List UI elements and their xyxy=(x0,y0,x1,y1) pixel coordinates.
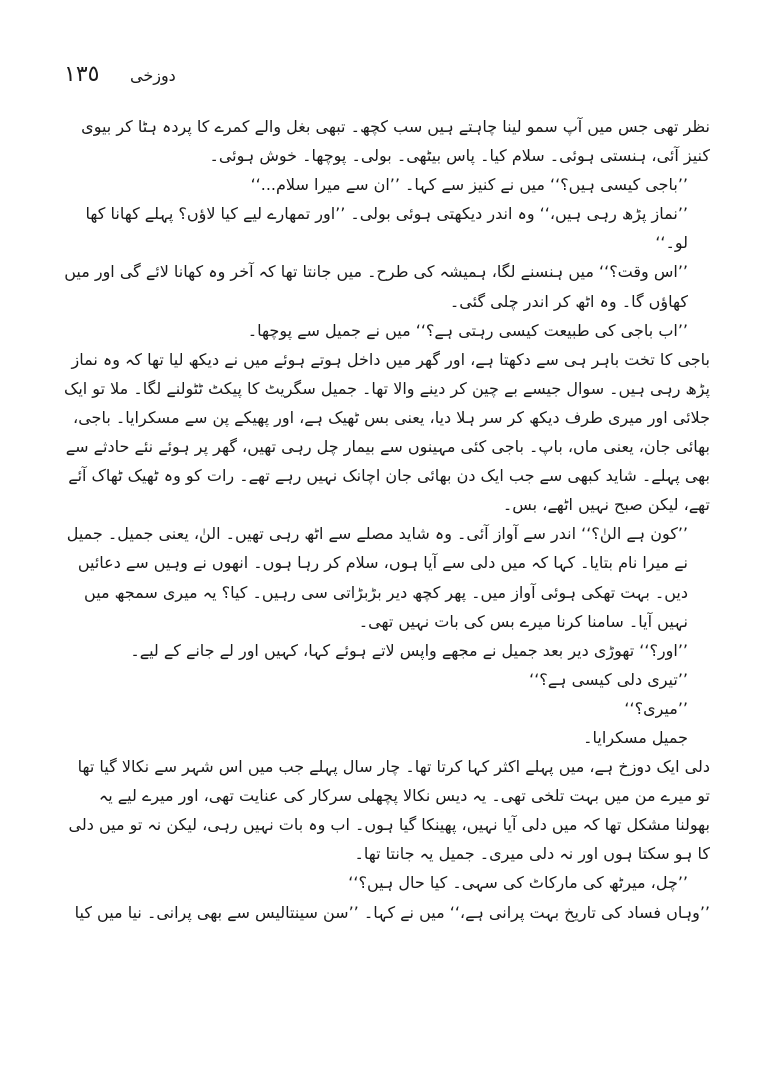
body-text xyxy=(60,112,710,927)
paragraph: ’’میری؟‘‘ xyxy=(624,698,688,718)
paragraph: نظر تھی جس میں آپ سمو لینا چاہتے ہیں سب کچھ۔ تبھی بغل والے کمرے کا پردہ ہٹا کر بیوی کنیز آئی، ہنستی ہوئی۔ سلام کیا۔ پاس بیٹھی۔ بولی۔ پوچھا۔ خوش ہوئی۔ xyxy=(81,117,710,166)
paragraph: ’’نماز پڑھ رہی ہیں،‘‘ وہ اندر دیکھتی ہوئی بولی۔ ’’اور تمھارے لیے کیا لاؤں؟ پہلے کھانا کھا لو۔‘‘ xyxy=(85,204,688,253)
paragraph: ’’وہاں فساد کی تاریخ بہت پرانی ہے،‘‘ میں نے کہا۔ ’’سن سینتالیس سے بھی پرانی۔ نیا میں کیا xyxy=(74,902,710,922)
paragraph: باجی کا تخت باہر ہی سے دکھتا ہے، اور گھر میں داخل ہوتے ہوئے میں نے دیکھ لیا تھا کہ وہ نماز پڑھ رہی ہیں۔ سوال جیسے بے چین کر دینے والا تھا۔ جمیل سگریٹ کا پیکٹ ٹٹولنے لگا۔ ملا تو ایک جلائی اور میری طرف دیکھ کر سر ہلا دیا، یعنی بس ٹھیک ہے، اور پھیکے پن سے مسکرایا۔ باجی، بھائی جان، یعنی ماں، باپ۔ باجی کئی مہینوں سے بیمار چل رہی تھیں، گھر پر ہوئے نئے حادثے سے بھی پہلے۔ شاید کبھی سے جب ایک دن بھائی جان اچانک نہیں رہے تھے۔ رات کو وہ ٹھیک ٹھاک آئے تھے، لیکن صبح نہیں اٹھے، بس۔ xyxy=(64,349,710,515)
paragraph: ’’اب باجی کی طبیعت کیسی رہتی ہے؟‘‘ میں نے جمیل سے پوچھا۔ xyxy=(247,320,688,340)
paragraph: ’’اور؟‘‘ تھوڑی دیر بعد جمیل نے مجھے واپس لاتے ہوئے کہا، کہیں اور لے جانے کے لیے۔ xyxy=(130,640,688,660)
paragraph: ’’چل، میرٹھ کی مارکاٹ کی سہی۔ کیا حال ہیں؟‘‘ xyxy=(348,873,688,893)
running-title: دوزخی xyxy=(130,66,176,85)
paragraph: ’’کون ہے النٰ؟‘‘ اندر سے آواز آئی۔ وہ شاید مصلے سے اٹھ رہی تھیں۔ النٰ، یعنی جمیل۔ جمیل نے میرا نام بتایا۔ کہا کہ میں دلی سے آیا ہوں، سلام کر رہا ہوں۔ انھوں نے وہیں سے دعائیں دیں۔ بہت تھکی ہوئی آواز میں۔ پھر کچھ دیر بڑبڑاتی سی رہیں۔ کیا؟ یہ میری سمجھ میں نہیں آیا۔ سامنا کرنا میرے بس کی بات نہیں تھی۔ xyxy=(66,524,688,631)
paragraph: دلی ایک دوزخ ہے، میں پہلے اکثر کہا کرتا تھا۔ چار سال پہلے جب میں اس شہر سے نکالا گیا تھا تو میرے من میں بہت تلخی تھی۔ یہ دیس نکالا پچھلی سرکار کی عنایت تھی، اور میرے لیے یہ بھولنا مشکل تھا کہ میں دلی آیا نہیں، پھینکا گیا ہوں۔ اب وہ بات نہیں رہی، لیکن نہ تو میں دلی کا ہو سکتا ہوں اور نہ دلی میری۔ جمیل یہ جانتا تھا۔ xyxy=(68,757,710,864)
paragraph: ’’باجی کیسی ہیں؟‘‘ میں نے کنیز سے کہا۔ ’’ان سے میرا سلام...‘‘ xyxy=(250,175,688,195)
paragraph: جمیل مسکرایا۔ xyxy=(583,727,688,747)
page-number: ١٣٥ xyxy=(64,62,100,87)
paragraph: ’’اس وقت؟‘‘ میں ہنسنے لگا، ہمیشہ کی طرح۔ میں جانتا تھا کہ آخر وہ کھانا لائے گی اور میں کھاؤں گا۔ وہ اٹھ کر اندر چلی گئی۔ xyxy=(64,262,688,311)
paragraph: ’’تیری دلی کیسی ہے؟‘‘ xyxy=(529,669,688,689)
page-header xyxy=(64,60,704,92)
